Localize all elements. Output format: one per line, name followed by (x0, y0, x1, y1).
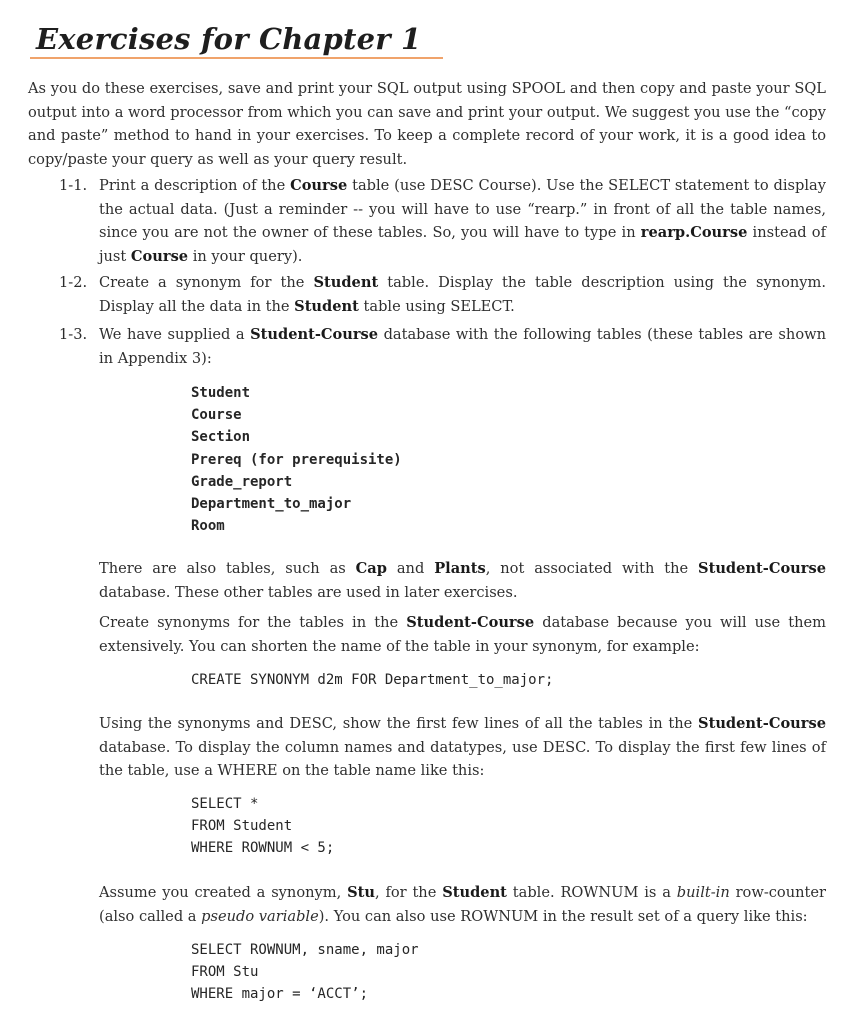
exercise-number-1-1: 1-1. (59, 177, 88, 194)
other-tables-paragraph: There are also tables, such as Cap and Plants, not associated with the Student-Course database. These other tables are used in later exercises. (99, 560, 826, 601)
code-select-stu (191, 939, 419, 1006)
table-name: Department_to_major (191, 496, 352, 513)
code-create-synonym (191, 669, 553, 691)
table-name: Section (191, 429, 251, 446)
page-title: Exercises for Chapter 1 (36, 22, 422, 56)
code-line: SELECT ROWNUM, sname, major (191, 942, 419, 958)
table-name: Grade_report (191, 473, 293, 490)
table-name: Prereq (for prerequisite) (191, 451, 402, 468)
exercise-1-2-text: Create a synonym for the Student table. Display the table description using the synonym. Display all the data in the Student table using SELECT. (99, 274, 827, 315)
code-line: WHERE major = ‘ACCT’; (191, 986, 369, 1003)
code-line: WHERE ROWNUM < 5; (191, 840, 335, 857)
code-select-rownum (191, 793, 334, 860)
exercise-1-3-text: We have supplied a Student-Course database with the following tables (these tables are shown in Appendix 3): (99, 326, 827, 367)
intro-paragraph: As you do these exercises, save and print your SQL output using SPOOL and then copy and paste your SQL output into a word processor from which you can save and print your output. We suggest you use the “copy and paste” method to hand in your exercises. To keep a complete record of your work, it is a good idea to copy/paste your query as well as your query result. (28, 80, 826, 168)
title-underline (30, 57, 443, 59)
table-name: Course (191, 407, 242, 424)
code-line: SELECT * (191, 796, 259, 812)
rownum-paragraph: Assume you created a synonym, Stu, for the Student table. ROWNUM is a built-in row-counter (also called a pseudo variable). You can also use ROWNUM in the result set of a query like this: (99, 884, 826, 925)
table-name: Student (191, 385, 251, 401)
code-line: FROM Student (191, 818, 293, 835)
desc-paragraph: Using the synonyms and DESC, show the first few lines of all the tables in the Student-Course database. To display the column names and datatypes, use DESC. To display the first few lines of the table, use a WHERE on the table name like this: (99, 715, 826, 779)
code-line: FROM Stu (191, 964, 259, 981)
table-name: Room (191, 518, 225, 535)
synonyms-paragraph: Create synonyms for the tables in the Student-Course database because you will use them extensively. You can shorten the name of the table in your synonym, for example: (99, 614, 826, 655)
table-list (191, 382, 402, 537)
code-line: CREATE SYNONYM d2m FOR Department_to_major; (191, 672, 554, 688)
exercise-1-1-text: Print a description of the Course table (use DESC Course). Use the SELECT statement to display the actual data. (Just a reminder -- you will have to use “rearp.” in front of all the table names, since you are not the owner of these tables. So, you will have to type in rearp.Course instead of just Course in your query). (99, 177, 826, 265)
exercise-number-1-2: 1-2. (59, 274, 88, 291)
exercise-number-1-3: 1-3. (59, 326, 88, 343)
